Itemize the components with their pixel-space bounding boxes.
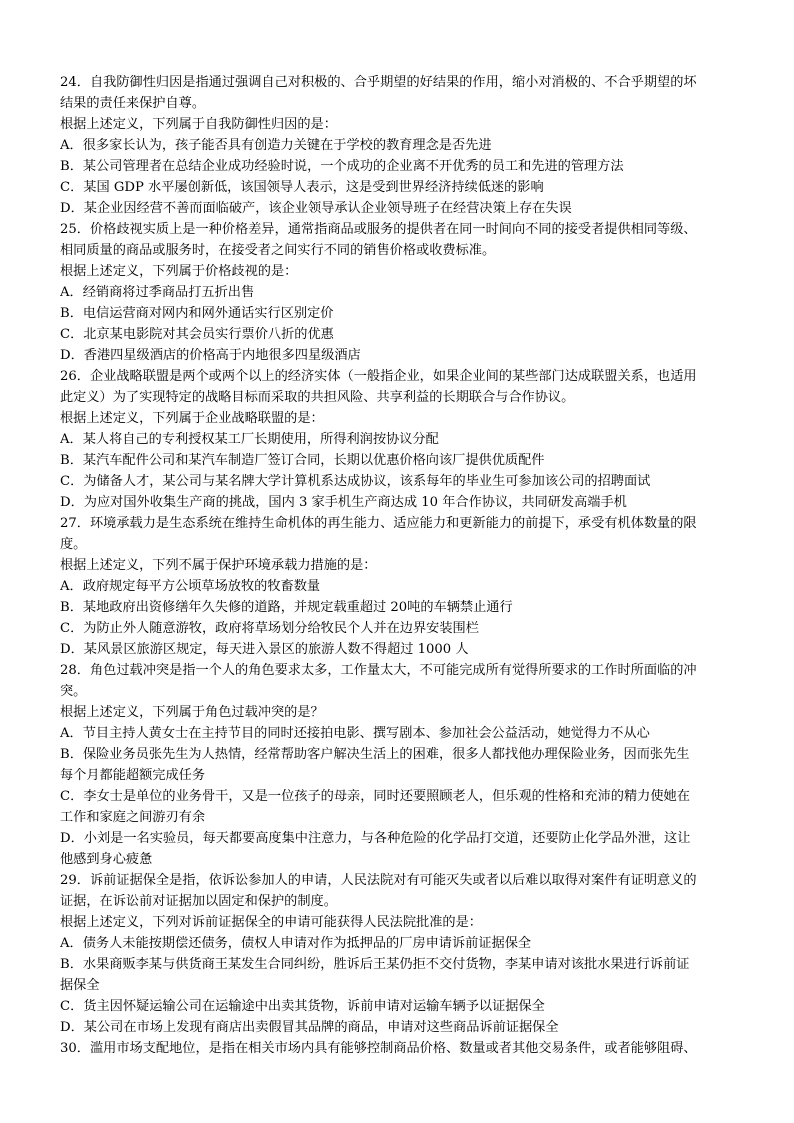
question-prompt: 根据上述定义，下列属于价格歧视的是：	[60, 264, 298, 279]
answer-option	[60, 156, 736, 177]
answer-option-line: A．债务人未能按期偿还债务，债权人申请对作为抵押品的厂房申请诉前证据保全	[60, 936, 532, 951]
question-stem: 结果的责任来保护自尊。	[60, 96, 206, 111]
answer-option	[60, 135, 736, 156]
question-block	[60, 660, 736, 870]
answer-option	[60, 303, 736, 324]
question-block	[60, 72, 736, 219]
question-stem: 28．角色过载冲突是指一个人的角色要求太多，工作量太大，不可能完成所有觉得所要求的工作时所面临的冲	[60, 663, 697, 678]
answer-option-line: A．政府规定每平方公顷草场放牧的牧畜数量	[60, 579, 321, 594]
answer-option	[60, 450, 736, 471]
answer-option	[60, 492, 736, 513]
question-stem: 27．环境承载力是生态系统在维持生命机体的再生能力、适应能力和更新能力的前提下，承受有机体数量的限	[60, 516, 697, 531]
question-prompt: 根据上述定义，下列属于角色过载冲突的是？	[60, 705, 324, 720]
question-block	[60, 366, 736, 513]
answer-option-line: C．为储备人才，某公司与某名牌大学计算机系达成协议，该系每年的毕业生可参加该公司的招聘面试	[60, 474, 651, 489]
answer-option	[60, 198, 736, 219]
question-stem: 29．诉前证据保全是指，依诉讼参加人的申请，人民法院对有可能灭失或者以后难以取得对案件有证明意义的	[60, 873, 697, 888]
answer-option-line: A．很多家长认为，孩子能否具有创造力关键在于学校的教育理念是否先进	[60, 138, 492, 153]
answer-option-line: 据保全	[60, 978, 100, 993]
question-block	[60, 870, 736, 1038]
question-stem: 相同质量的商品或服务时，在接受者之间实行不同的销售价格或收费标准。	[60, 243, 496, 258]
answer-option	[60, 429, 736, 450]
answer-option	[60, 954, 736, 996]
answer-option	[60, 324, 736, 345]
question-prompt: 根据上述定义，下列不属于保护环境承载力措施的是：	[60, 558, 377, 573]
answer-option-line: B．某公司管理者在总结企业成功经验时说，一个成功的企业离不开优秀的员工和先进的管理方法	[60, 159, 624, 174]
question-prompt: 根据上述定义，下列对诉前证据保全的申请可能获得人民法院批准的是：	[60, 915, 482, 930]
answer-option-line: C．某国 GDP 水平屡创新低，该国领导人表示，这是受到世界经济持续低迷的影响	[60, 180, 544, 195]
answer-option-line: C．货主因怀疑运输公司在运输途中出卖其货物，诉前申请对运输车辆予以证据保全	[60, 999, 545, 1014]
answer-option-line: D．某企业因经营不善而面临破产，该企业领导承认企业领导班子在经营决策上存在失误	[60, 201, 572, 216]
answer-option-line: B．某汽车配件公司和某汽车制造厂签订合同，长期以优惠价格向该厂提供优质配件	[60, 453, 545, 468]
answer-option-line: B．电信运营商对网内和网外通话实行区别定价	[60, 306, 334, 321]
answer-option	[60, 996, 736, 1017]
question-block	[60, 513, 736, 660]
answer-option-line: 每个月都能超额完成任务	[60, 768, 206, 783]
answer-option-line: D．某公司在市场上发现有商店出卖假冒其品牌的商品，申请对这些商品诉前证据保全	[60, 1020, 559, 1035]
answer-option-line: C．为防止外人随意游牧，政府将草场划分给牧民个人并在边界安装围栏	[60, 621, 479, 636]
answer-option-line: A．经销商将过季商品打五折出售	[60, 285, 255, 300]
answer-option-line: D．某风景区旅游区规定，每天进入景区的旅游人数不得超过 1000 人	[60, 642, 469, 657]
answer-option-line: 他感到身心疲惫	[60, 852, 153, 867]
answer-option-line: B．某地政府出资修缮年久失修的道路，并规定载重超过 20吨的车辆禁止通行	[60, 600, 513, 615]
answer-option	[60, 1017, 736, 1038]
answer-option-line: D．小刘是一名实验员，每天都要高度集中注意力，与各种危险的化学品打交道，还要防止化学品外泄，这让	[60, 831, 691, 846]
question-stem: 24．自我防御性归因是指通过强调自己对积极的、合乎期望的好结果的作用，缩小对消极的、不合乎期望的坏	[60, 75, 697, 90]
question-stem: 此定义）为了实现特定的战略目标而采取的共担风险、共享利益的长期联合与合作协议。	[60, 390, 575, 405]
question-prompt: 根据上述定义，下列属于自我防御性归因的是：	[60, 117, 337, 132]
answer-option	[60, 177, 736, 198]
question-prompt: 根据上述定义，下列属于企业战略联盟的是：	[60, 411, 324, 426]
question-block	[60, 219, 736, 366]
answer-option-line: B．水果商贩李某与供货商王某发生合同纠纷，胜诉后王某仍拒不交付货物，李某申请对该批水果进行诉前证	[60, 957, 690, 972]
answer-option	[60, 723, 736, 744]
answer-option	[60, 471, 736, 492]
answer-option	[60, 597, 736, 618]
answer-option-line: A．节目主持人黄女士在主持节目的同时还接拍电影、撰写剧本、参加社会公益活动，她觉得力不从心	[60, 726, 650, 741]
answer-option	[60, 786, 736, 828]
question-stem: 突。	[60, 684, 87, 699]
question-stem: 证据，在诉讼前对证据加以固定和保护的制度。	[60, 894, 337, 909]
answer-option-line: 工作和家庭之间游刃有余	[60, 810, 206, 825]
answer-option	[60, 933, 736, 954]
question-block	[60, 1038, 736, 1059]
answer-option	[60, 282, 736, 303]
answer-option-line: B．保险业务员张先生为人热情，经常帮助客户解决生活上的困难，很多人都找他办理保险业务，因而张先生	[60, 747, 690, 762]
answer-option-line: D．香港四星级酒店的价格高于内地很多四星级酒店	[60, 348, 361, 363]
answer-option-line: A．某人将自己的专利授权某工厂长期使用，所得利润按协议分配	[60, 432, 439, 447]
answer-option-line: D．为应对国外收集生产商的挑战，国内 3 家手机生产商达成 10 年合作协议，共同研发高端手机	[60, 495, 627, 510]
answer-option	[60, 639, 736, 660]
answer-option	[60, 345, 736, 366]
answer-option-line: C．李女士是单位的业务骨干，又是一位孩子的母亲，同时还要照顾老人，但乐观的性格和充沛的精力使她在	[60, 789, 690, 804]
question-stem: 30．滥用市场支配地位，是指在相关市场内具有能够控制商品价格、数量或者其他交易条件，或者能够阻碍、	[60, 1041, 697, 1056]
answer-option-line: C．北京某电影院对其会员实行票价八折的优惠	[60, 327, 334, 342]
answer-option	[60, 828, 736, 870]
answer-option	[60, 618, 736, 639]
question-stem: 25．价格歧视实质上是一种价格差异，通常指商品或服务的提供者在同一时间向不同的接受者提供相同等级、	[60, 222, 697, 237]
question-stem: 26．企业战略联盟是两个或两个以上的经济实体（一般指企业，如果企业间的某些部门达成联盟关系，也适用	[60, 369, 697, 384]
answer-option	[60, 576, 736, 597]
answer-option	[60, 744, 736, 786]
question-stem: 度。	[60, 537, 87, 552]
